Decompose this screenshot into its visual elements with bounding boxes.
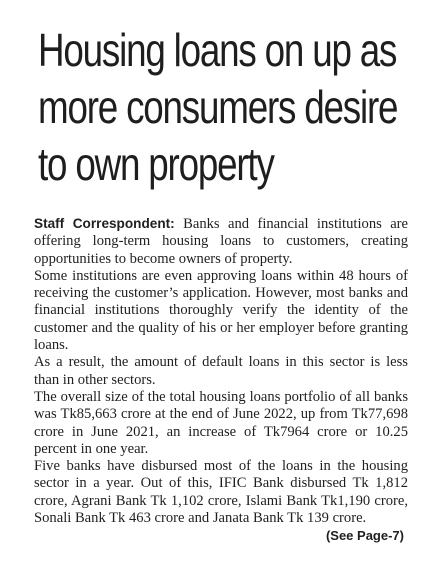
paragraph-final — [34, 458, 408, 544]
paragraph: Some institutions are even approving loans within 48 hours of receiving the customer’s application. However, most banks and financial institutions thoroughly verify the identity of the customer and the quality of his or her employer before granting loans. — [34, 267, 408, 354]
paragraph-text: Banks and financial institutions are offering long-term housing loans to customers, creating opportunities to become owners of property. — [34, 216, 409, 267]
paragraph: The overall size of the total housing loans portfolio of all banks was Tk85,663 crore at the end of June 2022, up from Tk77,698 crore in June 2021, an increase of Tk7964 crore or 10.25 percent in one year. — [34, 388, 408, 457]
paragraph-intro — [34, 215, 408, 268]
headline — [38, 22, 398, 193]
paragraph: As a result, the amount of default loans in this sector is less than in other sectors. — [34, 354, 408, 388]
article-body — [34, 215, 408, 545]
continuation-reference[interactable]: (See Page-7) — [325, 528, 404, 544]
byline: Staff Correspondent: — [34, 216, 175, 231]
headline-line: to own property — [38, 138, 274, 190]
paragraph-text: Five banks have disbursed most of the loans in the housing sector in a year. Out of this, IFIC Bank disbursed Tk 1,812 crore, Agrani Bank Tk 1,102 crore, Islami Bank Tk1,190 crore, Sonali Bank Tk 463 crore and Janata Bank Tk 139 crore. — [34, 458, 408, 527]
headline-line: more consumers desire — [38, 81, 398, 133]
headline-line: Housing loans on up as — [38, 24, 397, 76]
